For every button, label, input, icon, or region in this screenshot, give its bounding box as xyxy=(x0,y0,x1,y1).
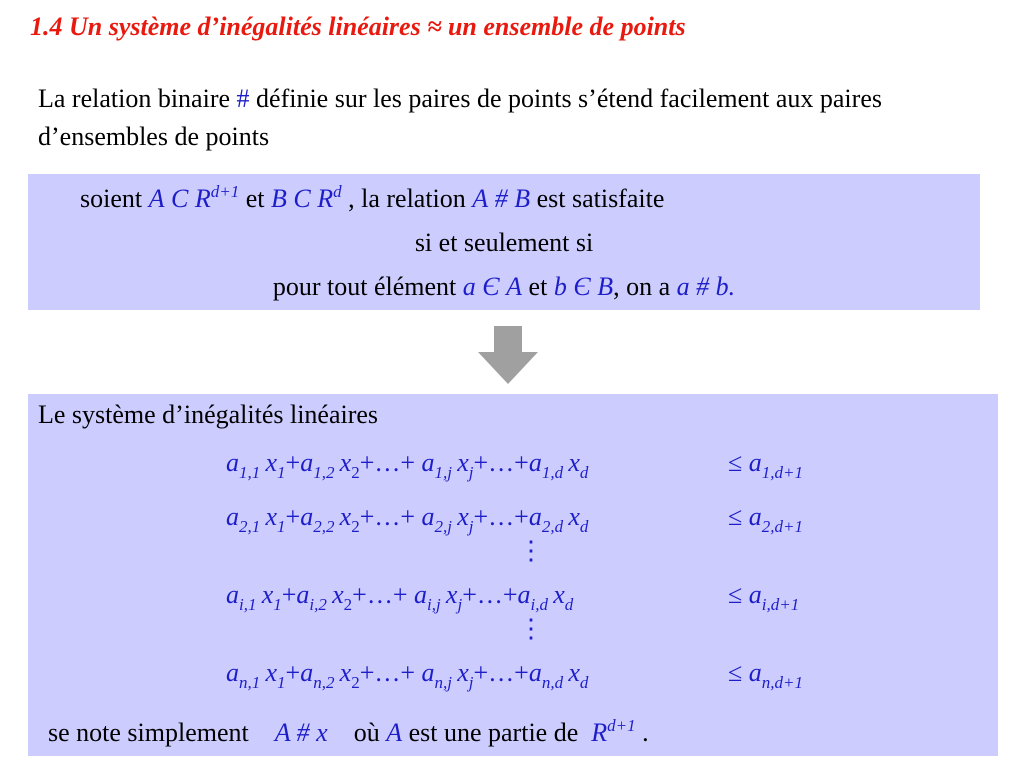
intro-paragraph xyxy=(38,80,1013,156)
down-arrow-icon xyxy=(478,326,538,384)
intro-text-2: définie sur les paires de points s’étend facilement aux paires d’ensembles de points xyxy=(38,84,882,151)
system-header: Le système d’inégalités linéaires xyxy=(38,400,379,429)
definition-line-3: pour tout élément a Є A et b Є B, on a a # b. xyxy=(272,272,736,301)
inequality-row-n: $a_{n,1}$ $x_1+a_{n,2}$ $x_2+\dots+ a_{n,j}$ $x_j+\dots+a_{n,d}$ $x_d$ ≤ $a_{n,d+1}$ xyxy=(226,658,804,692)
definition-line-2: si et seulement si xyxy=(414,228,594,257)
definition-box xyxy=(28,174,980,310)
inequality-row-i: $a_{i,1}$ $x_1+a_{i,2}$ $x_2+\dots+ a_{i,j}$ $x_j+\dots+a_{i,d}$ $x_d$ ≤ $a_{i,d+1}$ xyxy=(226,580,800,614)
system-footer: se note simplement A # x où A est une partie de $R^{d+1}$ . xyxy=(48,716,649,747)
slide-title: 1.4 Un système d’inégalités linéaires ≈ un ensemble de points xyxy=(30,12,686,41)
definition-line-1: soient A C $R^{d+1}$ et B C $R^d$ , la relation A # B est satisfaite xyxy=(80,182,665,213)
system-box xyxy=(28,394,998,756)
inequality-row-1: $a_{1,1}$ $x_1+a_{1,2}$ $x_2+\dots+ a_{1,j}$ $x_j+\dots+a_{1,d}$ $x_d$ ≤ $a_{1,d+1}$ xyxy=(226,448,804,482)
hash-symbol: # xyxy=(236,84,250,113)
intro-text-1: La relation binaire xyxy=(38,84,237,113)
inequality-row-2: $a_{2,1}$ $x_1+a_{2,2}$ $x_2+\dots+ a_{2,j}$ $x_j+\dots+a_{2,d}$ $x_d$ ≤ $a_{2,d+1}$ xyxy=(226,502,804,536)
vdots-2: ⋮ xyxy=(518,614,544,643)
vdots-1: ⋮ xyxy=(518,536,544,565)
